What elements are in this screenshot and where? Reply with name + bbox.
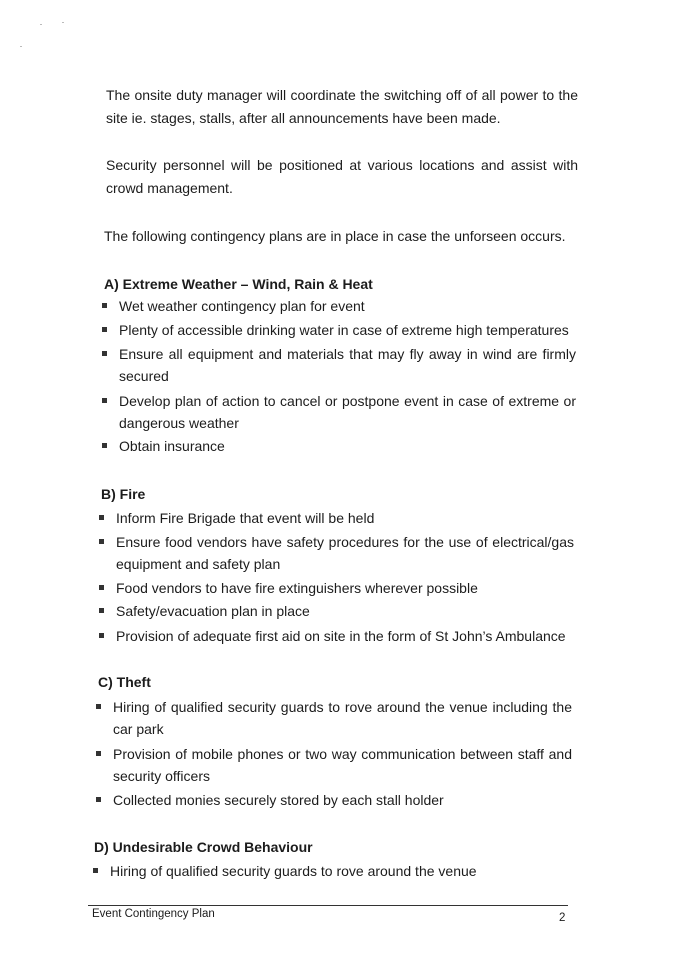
bullet-icon	[93, 868, 98, 873]
footer-title: Event Contingency Plan	[92, 908, 215, 920]
list-item: Provision of adequate first aid on site in the form of St John’s Ambulance	[98, 625, 574, 647]
intro-paragraph-3: The following contingency plans are in place in case the unforseen occurs.	[104, 228, 566, 244]
bullet-icon	[102, 303, 107, 308]
list-item: Food vendors to have fire extinguishers wherever possible	[98, 577, 574, 599]
section-heading-weather: A) Extreme Weather – Wind, Rain & Heat	[104, 276, 373, 292]
bullet-icon	[102, 443, 107, 448]
intro-paragraph-1: The onsite duty manager will coordinate the switching off of all power to the site ie. stages, stalls, after all announcements have been made.	[106, 87, 578, 126]
list-item: Plenty of accessible drinking water in case of extreme high temperatures	[101, 319, 576, 341]
bullet-icon	[96, 704, 101, 709]
list-item: Wet weather contingency plan for event	[101, 295, 576, 317]
list-item: Obtain insurance	[101, 435, 576, 457]
bullet-list-fire	[98, 507, 574, 647]
bullet-icon	[102, 398, 107, 403]
list-item: Collected monies securely stored by each stall holder	[95, 789, 572, 811]
scan-speck	[20, 46, 22, 47]
list-item: Safety/evacuation plan in place	[98, 600, 574, 622]
page-number: 2	[559, 912, 566, 924]
intro-paragraph-2: Security personnel will be positioned at various locations and assist with crowd management.	[106, 157, 578, 196]
bullet-list-theft	[95, 696, 572, 811]
bullet-icon	[99, 608, 104, 613]
section-heading-theft: C) Theft	[98, 674, 151, 690]
list-item: Develop plan of action to cancel or postpone event in case of extreme or dangerous weather	[101, 390, 576, 434]
bullet-icon	[99, 585, 104, 590]
bullet-list-weather	[101, 295, 576, 457]
bullet-icon	[96, 797, 101, 802]
footer-divider	[88, 905, 568, 906]
bullet-icon	[102, 351, 107, 356]
bullet-list-crowd	[92, 860, 562, 882]
bullet-icon	[96, 751, 101, 756]
list-item: Ensure all equipment and materials that may fly away in wind are firmly secured	[101, 343, 576, 387]
bullet-icon	[99, 539, 104, 544]
bullet-icon	[99, 515, 104, 520]
section-heading-crowd: D) Undesirable Crowd Behaviour	[94, 839, 313, 855]
list-item: Hiring of qualified security guards to rove around the venue including the car park	[95, 696, 572, 740]
section-heading-fire: B) Fire	[101, 486, 146, 502]
scan-speck	[62, 22, 64, 23]
bullet-icon	[99, 633, 104, 638]
scan-speck	[40, 24, 42, 25]
list-item: Ensure food vendors have safety procedures for the use of electrical/gas equipment and safety plan	[98, 531, 574, 575]
list-item: Inform Fire Brigade that event will be held	[98, 507, 574, 529]
list-item: Hiring of qualified security guards to rove around the venue	[92, 860, 562, 882]
bullet-icon	[102, 327, 107, 332]
list-item: Provision of mobile phones or two way communication between staff and security officers	[95, 743, 572, 787]
